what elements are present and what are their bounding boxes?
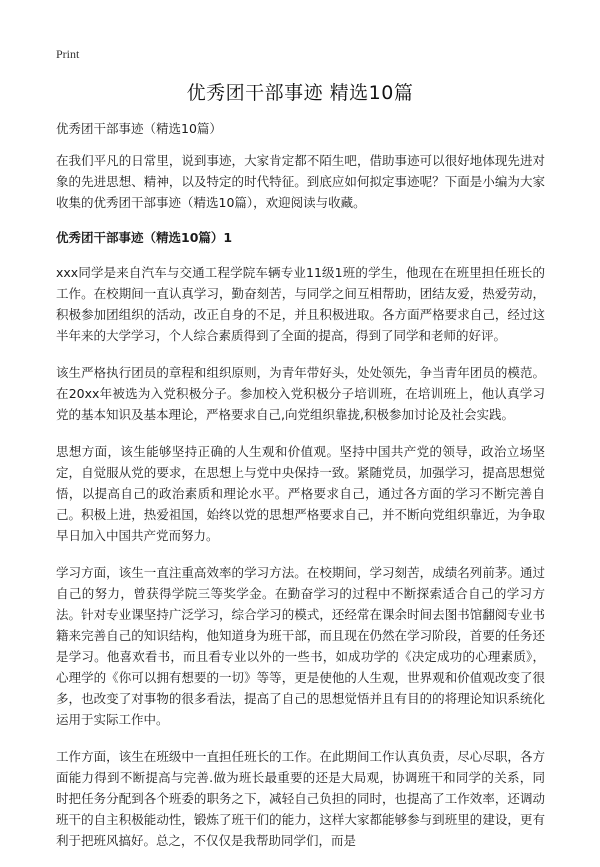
body-paragraph-4: 学习方面，该生一直注重高效率的学习方法。在校期间，学习刻苦，成绩名列前茅。通过自己的努力，曾获得学院三等奖学金。在勤奋学习的过程中不断探索适合自己的学习方法。针对专业课坚持广泛学习，综合学习的模式，还经常在课余时间去图书馆翻阅专业书籍来完善自己的知识结构，他知道身为班干部，而且现在仍然在学习阶段，首要的任务还是学习。他喜欢看书，而且看专业以外的一些书，如成功学的《决定成功的心理素质》，心理学的《你可以拥有想要的一切》等等，更是使他的人生观，世界观和价值观改变了很多，也改变了对事物的很多看法，提高了自己的思想觉悟并且有目的的将理论知识系统化运用于实际工作中。 bbox=[56, 565, 545, 727]
section-heading: 优秀团干部事迹（精选10篇）1 bbox=[56, 230, 233, 245]
body-paragraph-2: 该生严格执行团员的章程和组织原则，为青年带好头，处处领先，争当青年团员的模范。在20xx年被选为入党积极分子。参加校入党积极分子培训班，在培训班上，他认真学习党的基本知识及基本理论，严格要求自己,向党组织靠拢,积极参加讨论及社会实践。 bbox=[56, 365, 545, 422]
document-subtitle: 优秀团干部事迹（精选10篇） bbox=[56, 121, 222, 136]
body-paragraph-3: 思想方面，该生能够坚持正确的人生观和价值观。坚持中国共产党的领导，政治立场坚定，自觉服从党的要求，在思想上与党中央保持一致。紧随党员，加强学习，提高思想觉悟，以提高自己的政治素质和理论水平。严格要求自己，通过各方面的学习不断完善自己。积极上进，热爱祖国，始终以党的思想严格要求自己，并不断向党组织靠近，为争取早日加入中国共产党而努力。 bbox=[56, 444, 545, 543]
print-link[interactable]: Print bbox=[56, 47, 80, 61]
document-body bbox=[56, 118, 545, 867]
intro-paragraph: 在我们平凡的日常里，说到事迹，大家肯定都不陌生吧，借助事迹可以很好地体现先进对象的先进思想、精神，以及特定的时代特征。到底应如何拟定事迹呢？下面是小编为大家收集的优秀团干部事迹（精选10篇），欢迎阅读与收藏。 bbox=[56, 153, 545, 210]
body-paragraph-5: 工作方面，该生在班级中一直担任班长的工作。在此期间工作认真负责，尽心尽职，各方面能力得到不断提高与完善.做为班长最重要的还是大局观，协调班干和同学的关系，同时把任务分配到各个班委的职务之下，减轻自己负担的同时，也提高了工作效率，还调动班干的自主积极能动性，锻炼了班干们的能力，这样大家都能够参与到班里的建设，更有利于把班风搞好。总之，不仅仅是我帮助同学们，而是 bbox=[56, 749, 545, 848]
body-paragraph-1: xxx同学是来自汽车与交通工程学院车辆专业11级1班的学生，他现在在班里担任班长的工作。在校期间一直认真学习，勤奋刻苦，与同学之间互相帮助，团结友爱，热爱劳动，积极参加团组织的活动，改正自身的不足，并且积极进取。各方面严格要求自己，经过这半年来的大学学习，个人综合素质得到了全面的提高，得到了同学和老师的好评。 bbox=[56, 265, 545, 343]
document-title: 优秀团干部事迹 精选10篇 bbox=[186, 82, 414, 104]
